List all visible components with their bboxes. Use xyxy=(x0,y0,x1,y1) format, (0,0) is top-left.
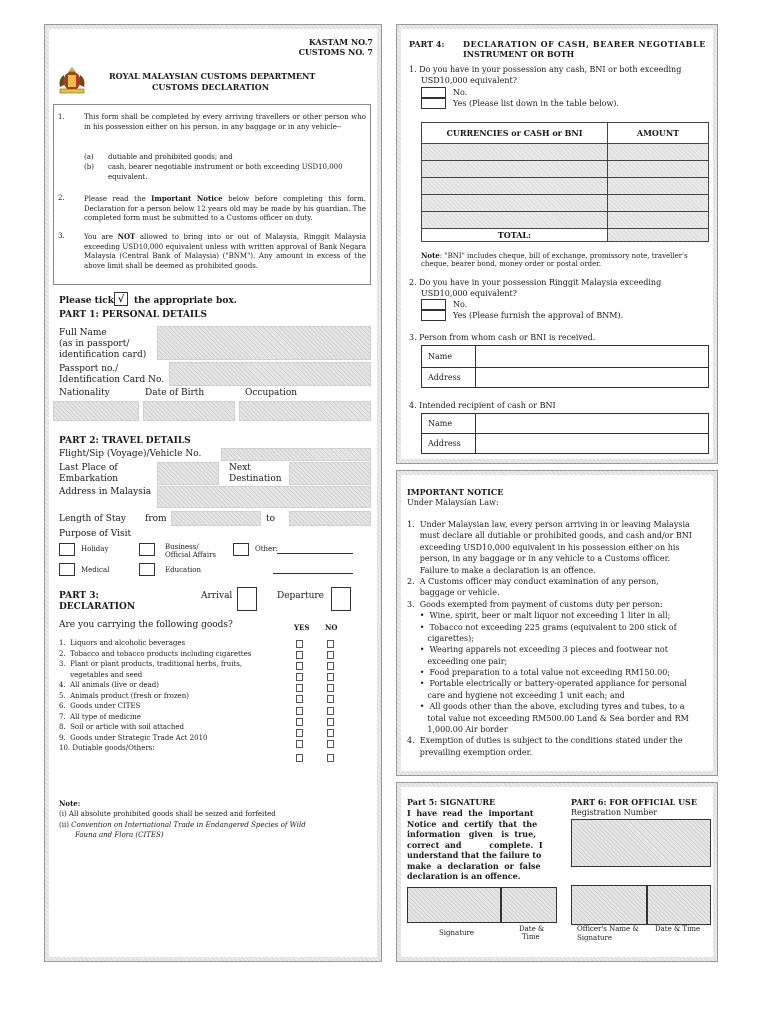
goods-9-yes[interactable] xyxy=(296,740,303,748)
cash-row-amount[interactable] xyxy=(608,212,709,229)
arrival-label: Arrival xyxy=(201,591,233,601)
sender-name-field[interactable] xyxy=(476,346,709,368)
stay-from-field[interactable] xyxy=(171,511,261,526)
address-label: Address in Malaysia xyxy=(59,487,152,497)
goods-item: 8. Soil or article with soil attached xyxy=(59,723,185,731)
sender-name-label: Name xyxy=(422,346,476,368)
form-code-2: CUSTOMS NO. 7 xyxy=(298,47,373,57)
goods-7-yes[interactable] xyxy=(296,718,303,726)
goods-item: 3. Plant or plant products, traditional herbs, fruits, xyxy=(59,660,243,668)
next-destination-field[interactable] xyxy=(289,462,371,485)
q2-no-label: No. xyxy=(453,300,468,309)
cash-row-currency[interactable] xyxy=(422,195,608,212)
department-name: ROYAL MALAYSIAN CUSTOMS DEPARTMENT xyxy=(109,71,316,81)
sender-address-label: Address xyxy=(422,368,476,388)
signature-date-label-2: Time xyxy=(522,933,540,941)
medical-label: Medical xyxy=(81,566,110,574)
q1-text-1: 1. Do you have in your possession any cash, BNI or both exceeding xyxy=(409,65,682,74)
goods-5-no[interactable] xyxy=(327,695,334,703)
flight-number-field[interactable] xyxy=(221,448,371,461)
notice-list xyxy=(407,520,713,759)
passport-number-field[interactable] xyxy=(169,362,371,386)
notice-line: • Wine, spirit, beer or malt liquor not exceeding 1 liter in all; xyxy=(407,611,671,621)
cash-total-field[interactable] xyxy=(608,229,709,242)
cash-col-amount: AMOUNT xyxy=(608,123,709,144)
nationality-field[interactable] xyxy=(53,401,139,421)
goods-item: 10. Dutiable goods/Others: xyxy=(59,744,155,752)
last-place-field[interactable] xyxy=(157,462,219,485)
q1-text-2: USD10,000 equivalent? xyxy=(421,76,517,85)
goods-item: 2. Tobacco and tobacco products including cigarettes xyxy=(59,649,252,658)
registration-number-field[interactable] xyxy=(571,819,711,867)
q2-no-checkbox[interactable] xyxy=(421,299,446,310)
q2-text-2: USD10,000 equivalent? xyxy=(421,289,517,298)
last-place-label-1: Last Place of xyxy=(59,463,118,473)
from-label: from xyxy=(145,514,167,524)
goods-6-no[interactable] xyxy=(327,707,334,715)
goods-7-no[interactable] xyxy=(327,718,334,726)
full-name-field[interactable] xyxy=(157,326,371,360)
passport-label-2: Identification Card No. xyxy=(59,375,165,385)
sender-address-field[interactable] xyxy=(476,368,709,388)
notice-line: care and hygiene not exceeding 1 unit each; and xyxy=(407,690,625,700)
registration-label: Registration Number xyxy=(571,808,658,817)
goods-2-no[interactable] xyxy=(327,651,334,659)
q2-text-1: 2. Do you have in your possession Ringgit Malaysia exceeding xyxy=(409,278,662,287)
occupation-field[interactable] xyxy=(239,401,371,421)
part2-title: PART 2: TRAVEL DETAILS xyxy=(59,436,191,446)
dob-field[interactable] xyxy=(143,401,235,421)
goods-8-yes[interactable] xyxy=(296,729,303,737)
notice-line: exceeding USD10,000 equivalent in his possession either on his xyxy=(407,542,680,552)
cash-row-currency[interactable] xyxy=(422,144,608,161)
length-of-stay-label: Length of Stay xyxy=(59,514,126,524)
notice-line: must declare all dutiable or prohibited goods, and cash and/or BNI xyxy=(407,531,692,541)
part3-title-1: PART 3: xyxy=(59,591,99,601)
q1-no-label: No. xyxy=(453,88,468,97)
departure-label: Departure xyxy=(277,591,325,601)
goods-3-yes[interactable] xyxy=(296,662,303,670)
dob-label: Date of Birth xyxy=(145,388,205,398)
important-notice-panel xyxy=(396,470,718,776)
notice-subtitle: Under Malaysian Law: xyxy=(407,498,499,507)
notice-line: • Tobacco not exceeding 225 grams (equivalent to 200 stick of xyxy=(407,622,677,632)
goods-9-no[interactable] xyxy=(327,740,334,748)
signature-panel xyxy=(396,782,718,962)
goods-1-yes[interactable] xyxy=(296,640,303,648)
sender-table xyxy=(421,345,709,388)
q2-yes-label: Yes (Please furnish the approval of BNM). xyxy=(453,311,624,320)
q1-yes-label: Yes (Please list down in the table below). xyxy=(453,99,619,108)
other-purpose-line[interactable] xyxy=(277,553,353,554)
education-checkbox[interactable] xyxy=(139,563,155,576)
q1-no-checkbox[interactable] xyxy=(421,87,446,98)
notice-line: • Portable electrically or battery-operated appliance for personal xyxy=(407,679,687,689)
goods-item: 7. All type of medicine xyxy=(59,712,141,721)
official-datetime-label: Date & Time xyxy=(655,925,701,933)
goods-6-yes[interactable] xyxy=(296,707,303,715)
goods-1-no[interactable] xyxy=(327,640,334,648)
notice-line: prevailing exemption order. xyxy=(407,747,533,757)
recipient-address-field[interactable] xyxy=(476,434,709,454)
nationality-label: Nationality xyxy=(59,388,110,398)
note-item-1: (i) All absolute prohibited goods shall be seized and forfeited xyxy=(59,810,276,818)
goods-3b-no[interactable] xyxy=(327,673,334,681)
cash-row-amount[interactable] xyxy=(608,144,709,161)
recipient-name-field[interactable] xyxy=(476,414,709,434)
form-title: CUSTOMS DECLARATION xyxy=(152,82,270,92)
cash-row-currency[interactable] xyxy=(422,178,608,195)
goods-item: vegetables and seed xyxy=(59,670,143,679)
other-label: Other: xyxy=(255,545,278,553)
part4-title-1: DECLARATION OF CASH, BEARER NEGOTIABLE xyxy=(463,39,706,49)
last-place-label-2: Embarkation xyxy=(59,474,119,484)
cash-table xyxy=(421,122,709,242)
goods-2-yes[interactable] xyxy=(296,651,303,659)
notice-line: person, in any baggage or in any vehicle to a Customs officer. xyxy=(407,554,671,564)
q3-text: 3. Person from whom cash or BNI is received. xyxy=(409,333,596,342)
part4-panel xyxy=(396,24,718,464)
notice-line: cigarettes); xyxy=(407,633,474,643)
signature-label: Signature xyxy=(439,929,475,937)
signature-datetime-field[interactable] xyxy=(501,887,557,923)
intro-instructions-box: 1. This form shall be completed by every arriving travellers or other person who in his possession either on his person, in any baggage or in any vehicle-- (a) dutiable and prohibited goods; and (b) cash, bearer negotiable instrument or both exceeding USD10,000 equivalent. 2. Please read the Important Notice below before completing this form. Declaration for a person below 12 years old may be made by his guardian. The completed form must be submitted to a Customs officer on duty. 3. You are NOT allowed to bring into or out of Malaysia, Ringgit Malaysia exceeding USD10,000 equivalent unless with written approval of Bank Negara Malaysia (Central Bank of Malaysia) ("BNM"). Any amount in excess of the above limit shall be deemed as prohibited goods. xyxy=(53,104,371,285)
goods-8-no[interactable] xyxy=(327,729,334,737)
business-label-2: Official Affairs xyxy=(165,551,217,559)
goods-10-no[interactable] xyxy=(327,754,334,762)
notice-line: baggage or vehicle. xyxy=(407,588,500,598)
tick-sample-box: √ xyxy=(114,292,128,306)
officer-label-2: Signature xyxy=(577,934,613,942)
full-name-label-3: identification card) xyxy=(59,350,147,360)
medical-checkbox[interactable] xyxy=(59,563,75,576)
signature-date-label-1: Date & xyxy=(519,925,545,933)
official-datetime-field[interactable] xyxy=(647,885,711,925)
full-name-label-1: Full Name xyxy=(59,328,107,338)
recipient-address-label: Address xyxy=(422,434,476,454)
yes-column-header: YES xyxy=(294,623,310,632)
part3-title-2: DECLARATION xyxy=(59,602,136,612)
officer-signature-field[interactable] xyxy=(571,885,647,925)
officer-label-1: Officer's Name & xyxy=(577,925,639,933)
tick-instruction-post: the appropriate box. xyxy=(134,296,237,306)
next-destination-label-1: Next xyxy=(229,463,251,473)
cash-row-currency[interactable] xyxy=(422,212,608,229)
holiday-checkbox[interactable] xyxy=(59,543,75,556)
cash-col-currency: CURRENCIES or CASH or BNI xyxy=(422,123,608,144)
business-label-1: Business/ xyxy=(165,543,199,551)
stay-to-field[interactable] xyxy=(289,511,371,526)
notice-line: Failure to make a declaration is an offence. xyxy=(407,565,596,575)
arrival-checkbox[interactable] xyxy=(237,587,257,611)
form-code-1: KASTAM NO.7 xyxy=(308,37,373,47)
signature-field[interactable] xyxy=(407,887,501,923)
notice-line: 3. Goods exempted from payment of customs duty per person: xyxy=(407,599,663,609)
passport-label-1: Passport no./ xyxy=(59,364,119,374)
part1-title: PART 1: PERSONAL DETAILS xyxy=(59,310,207,320)
notice-line: • Food preparation to a total value not exceeding RM150.00; xyxy=(407,668,670,678)
q2-yes-checkbox[interactable] xyxy=(421,310,446,321)
address-field[interactable] xyxy=(157,486,371,508)
recipient-table xyxy=(421,413,709,454)
tick-instruction-pre: Please tick xyxy=(59,296,114,306)
part4-label: PART 4: xyxy=(409,39,445,49)
goods-item: 1. Liquors and alcoholic beverages xyxy=(59,639,186,647)
cash-row-amount[interactable] xyxy=(608,161,709,178)
goods-item: 9. Goods under Strategic Trade Act 2010 xyxy=(59,733,208,742)
departure-checkbox[interactable] xyxy=(331,587,351,611)
recipient-name-label: Name xyxy=(422,414,476,434)
cash-total-label: TOTAL: xyxy=(422,229,608,242)
goods-3-no[interactable] xyxy=(327,662,334,670)
goods-4-no[interactable] xyxy=(327,684,334,692)
notice-line: exceeding one pair; xyxy=(407,656,508,666)
cash-row-currency[interactable] xyxy=(422,161,608,178)
education-line xyxy=(273,573,353,574)
customs-crest-logo xyxy=(55,65,89,95)
carrying-question: Are you carrying the following goods? xyxy=(59,620,233,630)
q4-text: 4. Intended recipient of cash or BNI xyxy=(409,401,556,410)
note-item-2: (ii) Convention on International Trade in Endangered Species of Wild xyxy=(59,821,306,829)
goods-5-yes[interactable] xyxy=(296,695,303,703)
q1-yes-checkbox[interactable] xyxy=(421,98,446,109)
part4-body xyxy=(401,29,713,459)
left-form-panel xyxy=(44,24,382,962)
to-label: to xyxy=(266,514,276,524)
declaration-text: I have read the important Notice and certify that the information given is true, correct and complete. I understand that the failure to make a declaration or false declaration is an offence. xyxy=(407,808,543,881)
goods-4-yes[interactable] xyxy=(296,684,303,692)
bni-note-2: cheque, bearer bond, money order or postal order. xyxy=(421,260,602,268)
part4-title-2: INSTRUMENT OR BOTH xyxy=(463,49,575,59)
business-checkbox[interactable] xyxy=(139,543,155,556)
goods-item: 5. Animals product (fresh or frozen) xyxy=(59,691,189,700)
goods-10-yes[interactable] xyxy=(296,754,303,762)
notice-title: IMPORTANT NOTICE xyxy=(407,487,504,497)
goods-3b-yes[interactable] xyxy=(296,673,303,681)
notice-line: • All goods other than the above, excluding tyres and tubes, to a xyxy=(407,702,685,712)
purpose-label: Purpose of Visit xyxy=(59,529,132,539)
goods-item: 4. All animals (live or dead) xyxy=(59,681,159,689)
notice-line: 1. Under Malaysian law, every person arriving in or leaving Malaysia xyxy=(407,520,690,529)
no-column-header: NO xyxy=(325,623,338,632)
education-label: Education xyxy=(165,566,201,574)
note-title: Note: xyxy=(59,799,81,808)
other-checkbox[interactable] xyxy=(233,543,249,556)
part6-title: PART 6: FOR OFFICIAL USE xyxy=(571,797,697,807)
flight-label: Flight/Sip (Voyage)/Vehicle No. xyxy=(59,449,202,459)
holiday-label: Holiday xyxy=(81,545,109,553)
notice-line: 1,000.00 Air border xyxy=(407,725,508,735)
notice-line: 2. A Customs officer may conduct examination of any person, xyxy=(407,576,659,586)
full-name-label-2: (as in passport/ xyxy=(59,339,130,349)
cash-row-amount[interactable] xyxy=(608,195,709,212)
cash-row-amount[interactable] xyxy=(608,178,709,195)
note-item-2-cont: Fauna and Flora (CITES) xyxy=(75,831,164,839)
bni-note-1: Note: "BNI" includes cheque, bill of exchange, promissory note, traveller's xyxy=(421,251,688,260)
part5-title: Part 5: SIGNATURE xyxy=(407,797,496,807)
next-destination-label-2: Destination xyxy=(229,474,282,484)
goods-list xyxy=(59,639,299,755)
notice-line: total value not exceeding RM500.00 Land & Sea border and RM xyxy=(407,713,689,723)
occupation-label: Occupation xyxy=(245,388,298,398)
notice-line: 4. Exemption of duties is subject to the conditions stated under the xyxy=(407,736,683,746)
goods-item: 6. Goods under CITES xyxy=(59,702,141,710)
notice-line: • Wearing apparels not exceeding 3 pieces and footwear not xyxy=(407,645,668,655)
